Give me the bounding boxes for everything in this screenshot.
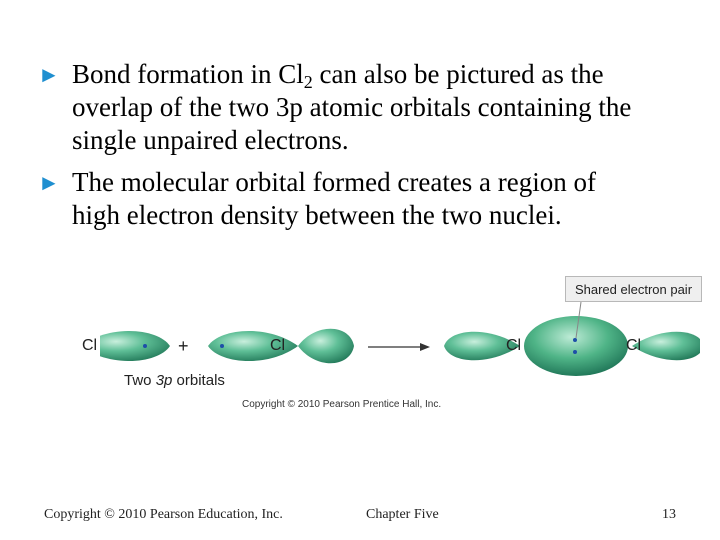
electron-dot	[143, 344, 147, 348]
footer-copyright: Copyright © 2010 Pearson Education, Inc.	[44, 507, 283, 522]
cl-label: Cl	[626, 337, 642, 354]
arrow-bullet-icon: ►	[38, 62, 60, 87]
electron-dot	[573, 338, 577, 342]
orbital-lobe	[298, 329, 354, 364]
slide-number: 13	[662, 507, 676, 522]
cl-label: Cl	[506, 337, 522, 354]
bullet-line: single unpaired electrons.	[72, 125, 349, 155]
bullet-text-part: Bond formation in Cl	[72, 59, 304, 89]
caption-italic: 3p	[155, 372, 173, 389]
orbital-lobe	[100, 331, 170, 361]
bullet-line: overlap of the two 3p atomic orbitals containing the	[72, 92, 632, 122]
caption-text: orbitals	[172, 372, 225, 389]
figure-copyright: Copyright © 2010 Pearson Prentice Hall, Inc.	[242, 399, 442, 410]
subscript: 2	[303, 72, 313, 92]
bullet-line: high electron density between the two nuclei.	[72, 200, 562, 230]
electron-dot	[573, 350, 577, 354]
shared-electron-pair-callout: Shared electron pair	[565, 276, 702, 302]
reaction-arrowhead	[420, 343, 430, 351]
footer-chapter: Chapter Five	[366, 507, 439, 522]
bullet-line: The molecular orbital formed creates a region of	[72, 167, 597, 197]
orbital-lobe	[632, 332, 700, 361]
caption-text: Two	[124, 372, 156, 389]
plus-sign: +	[178, 336, 189, 356]
electron-dot	[220, 344, 224, 348]
bullet-text	[72, 58, 631, 157]
bullet-text-part: can also be pictured as the	[312, 59, 604, 89]
cl-label: Cl	[82, 337, 98, 354]
orbital-overlap-figure	[82, 272, 700, 422]
arrow-bullet-icon: ►	[38, 170, 60, 195]
figure-caption	[124, 372, 225, 389]
cl-label: Cl	[270, 337, 286, 354]
bullet-text	[72, 166, 596, 232]
bond-region	[524, 316, 628, 376]
